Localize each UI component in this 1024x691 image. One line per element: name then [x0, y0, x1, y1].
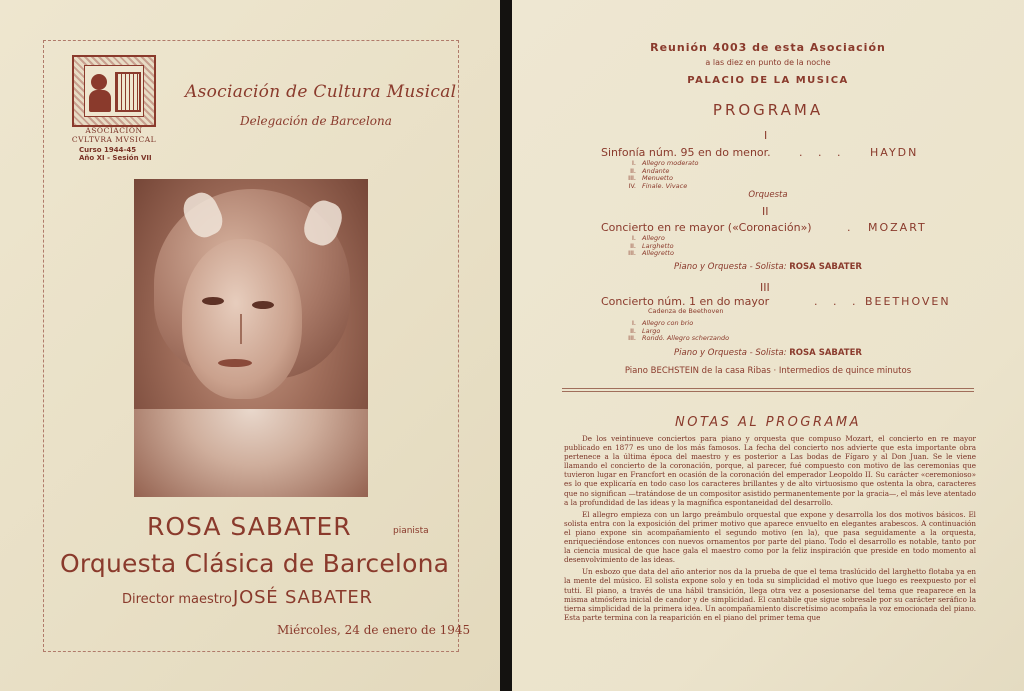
program-title: PROGRAMA — [712, 101, 824, 119]
director-label: Director maestro — [122, 592, 232, 607]
emblem-pianist-icon — [84, 65, 144, 117]
soloist-name: ROSA SABATER — [789, 348, 862, 358]
movement-item: IV. Finale. Vivace — [628, 181, 688, 190]
cover-page — [0, 0, 500, 691]
divider — [562, 391, 974, 392]
organization-delegation: Delegación de Barcelona — [240, 114, 392, 128]
leader-dots: . — [847, 221, 857, 234]
organization-name: Asociación de Cultura Musical — [185, 82, 457, 102]
director-name: JOSÉ SABATER — [233, 587, 373, 608]
movement-item: I. Allegro moderato — [632, 159, 699, 167]
movement-item: III. Allegretto — [628, 249, 674, 257]
program-page — [512, 0, 1024, 691]
cadenza-note: Cadenza de Beethoven — [648, 307, 724, 315]
work-title: Sinfonía núm. 95 en do menor. — [601, 146, 771, 159]
leader-dots: . . . — [799, 146, 847, 159]
movement-item: I. Allegro — [632, 234, 665, 242]
concert-time: a las diez en punto de la noche — [705, 58, 831, 67]
notes-paragraph: De los veintinueve conciertos para piano y orquesta que compuso Mozart, el concierto en re mayor publicado en 1877 es uno de los más famosos. La fecha del concierto nos advierte que esta importante obra pertenece a la última época del maestro y es posterior a Las bodas de Fígaro y al Don Juan. Se le viene llamando el concierto de la coronación, porque, al parecer, fué compuesto con motivo de las ceremonias que tuvieron lugar en Francfort en ocasión de la coronación del emperador Leopoldo II. Su carácter «ceremonioso» es lo que explicaría en todo caso los caracteres brillantes y de alto virtuosismo que ostenta la obra, caracteres que no significan —tratándose de un compositor asistido permanentemente por la gracia—, el más leve atentado a la profundidad de las ideas y la magnífica espontaneidad del desarrollo. — [564, 434, 976, 507]
part-numeral: II — [762, 205, 769, 218]
part-numeral: I — [764, 129, 768, 142]
work-title: Concierto núm. 1 en do mayor — [601, 295, 770, 308]
movement-item: II. Largo — [630, 326, 661, 335]
movement-item: I. Allegro con brio — [632, 319, 694, 327]
meeting-number: Reunión 4003 de esta Asociación — [650, 41, 886, 54]
performer-role: pianista — [393, 526, 429, 536]
movement-list — [622, 160, 699, 190]
program-notes — [564, 434, 976, 625]
page-gutter — [500, 0, 512, 691]
performer-portrait — [134, 179, 368, 497]
movement-item: III. Rondó. Allegro scherzando — [628, 334, 730, 342]
concert-date: Miércoles, 24 de enero de 1945 — [277, 623, 471, 637]
course-session: Año XI - Sesión VII — [79, 154, 152, 162]
notes-paragraph: Un esbozo que data del año anterior nos da la prueba de que el tema traslúcido del larghetto flotaba ya en la mente del músico. El solista expone solo y en toda su simplicidad el motivo que luego es reexpuesto por el tutti. El piano, a través de una hábil transición, llega otra vez a posesionarse del tema que reaparece en la misma atmósfera inicial de candor y de simplicidad. El cantabile que sigue sobresale por su carácter seráfico la tierna simplicidad de la primera idea. Un acompañamiento discretísimo acompaña la voz emocionada del piano. Esta parte termina con la reaparición en el piano del primer tema que — [564, 567, 976, 622]
movement-item: III. Menuetto — [628, 174, 673, 182]
emblem-label: ASOCIACIÓN CVLTVRA MVSICAL — [71, 126, 157, 144]
composer-name: BEETHOVEN — [865, 295, 951, 308]
course-year: Curso 1944-45 — [79, 146, 137, 154]
notes-title: NOTAS AL PROGRAMA — [675, 415, 861, 430]
soloist-name: ROSA SABATER — [789, 262, 862, 272]
performers-line: Piano y Orquesta - Solista: ROSA SABATER — [674, 262, 862, 272]
orchestra-name: Orquesta Clásica de Barcelona — [60, 549, 450, 578]
course-info — [79, 146, 152, 162]
performers-line: Piano y Orquesta - Solista: ROSA SABATER — [674, 348, 862, 358]
movement-list — [622, 320, 729, 343]
movement-item: II. Andante — [630, 166, 670, 175]
movement-list — [622, 235, 674, 258]
work-title: Concierto en re mayor («Coronación») — [601, 221, 812, 234]
performer-name: ROSA SABATER — [147, 512, 352, 541]
piano-intermission-note: Piano BECHSTEIN de la casa Ribas · Intermedios de quince minutos — [624, 366, 912, 376]
leader-dots: . . . — [814, 295, 862, 308]
composer-name: HAYDN — [870, 146, 919, 159]
composer-name: MOZART — [868, 221, 927, 234]
divider — [562, 388, 974, 389]
notes-paragraph: El allegro empieza con un largo preámbulo orquestal que expone y desarrolla los dos motivos básicos. El solista entra con la exposición del primer motivo que aparece envuelto en elegantes arabescos. A continuación el piano expone sin acompañamiento el segundo motivo (en la), que pasa seguidamente a la orquesta, enriqueciéndose entonces con nuevos ornamentos por parte del piano. Todo el desarrollo es notable, tanto por la ciencia musical de que hace gala el maestro como por la feliz inspiración que preside en todo momento al desenvolvimiento de las ideas. — [564, 509, 976, 565]
part-numeral: III — [760, 281, 770, 294]
performers-line: Orquesta — [748, 190, 788, 200]
movement-item: II. Larghetto — [630, 241, 674, 250]
association-emblem — [72, 55, 156, 127]
venue: PALACIO DE LA MUSICA — [687, 75, 849, 86]
